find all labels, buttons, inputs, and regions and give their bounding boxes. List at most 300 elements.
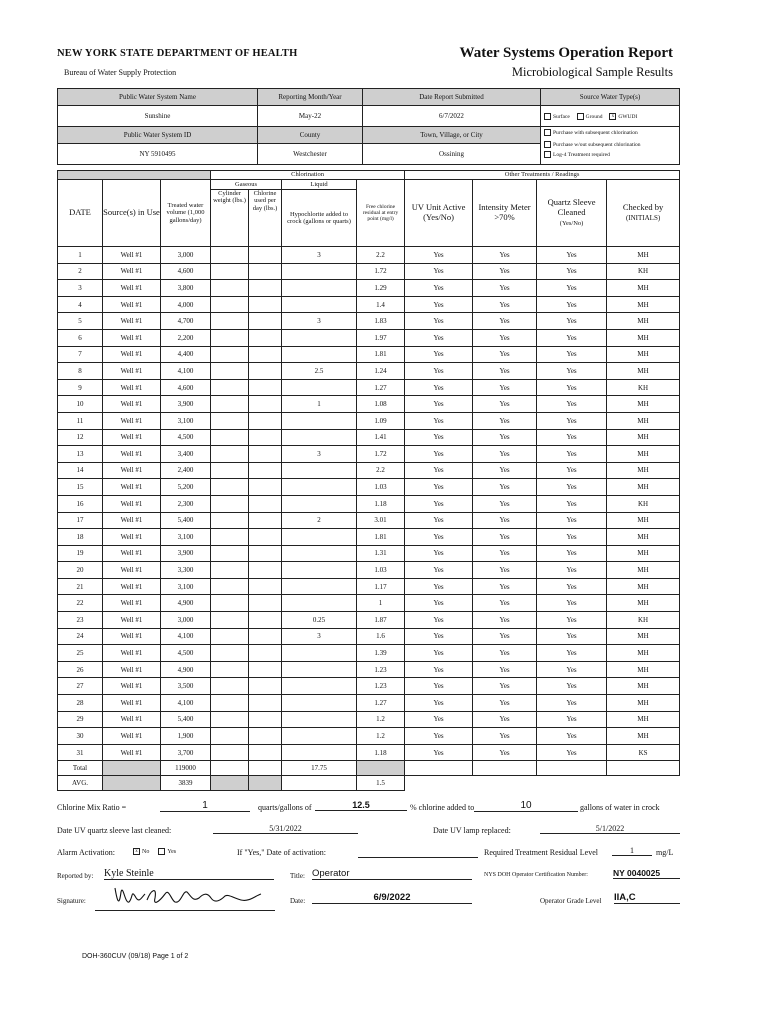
row-cylinder[interactable]	[211, 711, 249, 728]
row-cylinder[interactable]	[211, 545, 249, 562]
row-source[interactable]: Well #1	[103, 396, 161, 413]
row-uv-active[interactable]: Yes	[405, 263, 473, 280]
row-hypochlorite[interactable]	[282, 429, 357, 446]
row-source[interactable]: Well #1	[103, 595, 161, 612]
row-chlorine-used[interactable]	[249, 247, 282, 264]
row-quartz[interactable]: Yes	[537, 247, 607, 264]
row-quartz[interactable]: Yes	[537, 529, 607, 546]
row-chlorine-used[interactable]	[249, 363, 282, 380]
row-volume[interactable]: 3,400	[161, 446, 211, 463]
row-free-chlorine[interactable]: 2.2	[357, 247, 405, 264]
system-id-value[interactable]: NY 5910495	[58, 144, 258, 165]
row-checked-by[interactable]: MH	[607, 661, 680, 678]
lamp-date-field[interactable]: 5/1/2022	[540, 824, 680, 834]
row-chlorine-used[interactable]	[249, 396, 282, 413]
row-free-chlorine[interactable]: 1.18	[357, 744, 405, 761]
row-intensity[interactable]: Yes	[473, 744, 537, 761]
row-intensity[interactable]: Yes	[473, 396, 537, 413]
row-checked-by[interactable]: MH	[607, 645, 680, 662]
row-source[interactable]: Well #1	[103, 263, 161, 280]
row-uv-active[interactable]: Yes	[405, 645, 473, 662]
row-hypochlorite[interactable]	[282, 595, 357, 612]
row-hypochlorite[interactable]: 2	[282, 512, 357, 529]
row-checked-by[interactable]: MH	[607, 346, 680, 363]
row-uv-active[interactable]: Yes	[405, 728, 473, 745]
row-hypochlorite[interactable]	[282, 529, 357, 546]
row-checked-by[interactable]: MH	[607, 462, 680, 479]
row-cylinder[interactable]	[211, 412, 249, 429]
row-chlorine-used[interactable]	[249, 545, 282, 562]
date-field[interactable]: 6/9/2022	[312, 892, 472, 904]
row-checked-by[interactable]: MH	[607, 429, 680, 446]
row-free-chlorine[interactable]: 1.87	[357, 612, 405, 629]
row-volume[interactable]: 3,100	[161, 578, 211, 595]
row-quartz[interactable]: Yes	[537, 412, 607, 429]
row-volume[interactable]: 4,100	[161, 628, 211, 645]
alarm-no-checkbox[interactable]: x	[133, 848, 140, 855]
row-uv-active[interactable]: Yes	[405, 695, 473, 712]
row-free-chlorine[interactable]: 3.01	[357, 512, 405, 529]
row-chlorine-used[interactable]	[249, 645, 282, 662]
row-uv-active[interactable]: Yes	[405, 396, 473, 413]
row-hypochlorite[interactable]: 3	[282, 446, 357, 463]
row-volume[interactable]: 3,300	[161, 562, 211, 579]
row-intensity[interactable]: Yes	[473, 379, 537, 396]
row-cylinder[interactable]	[211, 495, 249, 512]
row-intensity[interactable]: Yes	[473, 446, 537, 463]
row-source[interactable]: Well #1	[103, 744, 161, 761]
row-uv-active[interactable]: Yes	[405, 379, 473, 396]
row-hypochlorite[interactable]	[282, 711, 357, 728]
row-checked-by[interactable]: MH	[607, 545, 680, 562]
row-hypochlorite[interactable]	[282, 728, 357, 745]
row-volume[interactable]: 5,200	[161, 479, 211, 496]
row-hypochlorite[interactable]	[282, 645, 357, 662]
row-free-chlorine[interactable]: 1.6	[357, 628, 405, 645]
row-free-chlorine[interactable]: 1.29	[357, 280, 405, 297]
row-source[interactable]: Well #1	[103, 329, 161, 346]
signature-field[interactable]	[95, 880, 275, 911]
row-intensity[interactable]: Yes	[473, 578, 537, 595]
row-free-chlorine[interactable]: 1.23	[357, 678, 405, 695]
row-checked-by[interactable]: KS	[607, 744, 680, 761]
row-chlorine-used[interactable]	[249, 678, 282, 695]
row-volume[interactable]: 4,900	[161, 595, 211, 612]
row-volume[interactable]: 4,100	[161, 363, 211, 380]
row-intensity[interactable]: Yes	[473, 728, 537, 745]
row-intensity[interactable]: Yes	[473, 495, 537, 512]
alarm-date-field[interactable]	[358, 846, 478, 858]
row-volume[interactable]: 2,400	[161, 462, 211, 479]
row-hypochlorite[interactable]	[282, 329, 357, 346]
row-intensity[interactable]: Yes	[473, 412, 537, 429]
row-uv-active[interactable]: Yes	[405, 296, 473, 313]
row-checked-by[interactable]: MH	[607, 479, 680, 496]
row-source[interactable]: Well #1	[103, 479, 161, 496]
row-intensity[interactable]: Yes	[473, 512, 537, 529]
row-intensity[interactable]: Yes	[473, 612, 537, 629]
row-intensity[interactable]: Yes	[473, 313, 537, 330]
row-volume[interactable]: 4,600	[161, 263, 211, 280]
row-uv-active[interactable]: Yes	[405, 329, 473, 346]
row-cylinder[interactable]	[211, 296, 249, 313]
row-chlorine-used[interactable]	[249, 263, 282, 280]
row-quartz[interactable]: Yes	[537, 645, 607, 662]
row-intensity[interactable]: Yes	[473, 462, 537, 479]
row-free-chlorine[interactable]: 2.2	[357, 462, 405, 479]
row-free-chlorine[interactable]: 1.18	[357, 495, 405, 512]
row-source[interactable]: Well #1	[103, 545, 161, 562]
row-intensity[interactable]: Yes	[473, 595, 537, 612]
row-hypochlorite[interactable]: 3	[282, 313, 357, 330]
row-chlorine-used[interactable]	[249, 296, 282, 313]
row-source[interactable]: Well #1	[103, 446, 161, 463]
row-volume[interactable]: 4,000	[161, 296, 211, 313]
row-intensity[interactable]: Yes	[473, 645, 537, 662]
row-checked-by[interactable]: MH	[607, 313, 680, 330]
row-quartz[interactable]: Yes	[537, 612, 607, 629]
row-cylinder[interactable]	[211, 595, 249, 612]
cert-field[interactable]: NY 0040025	[613, 868, 680, 879]
row-free-chlorine[interactable]: 1.81	[357, 346, 405, 363]
residual-field[interactable]: 1	[612, 846, 652, 856]
row-quartz[interactable]: Yes	[537, 728, 607, 745]
row-cylinder[interactable]	[211, 329, 249, 346]
row-checked-by[interactable]: MH	[607, 562, 680, 579]
row-quartz[interactable]: Yes	[537, 661, 607, 678]
sleeve-date-field[interactable]: 5/31/2022	[213, 824, 358, 834]
row-hypochlorite[interactable]	[282, 462, 357, 479]
row-source[interactable]: Well #1	[103, 728, 161, 745]
row-chlorine-used[interactable]	[249, 495, 282, 512]
grade-field[interactable]: IIA,C	[614, 892, 680, 904]
row-quartz[interactable]: Yes	[537, 512, 607, 529]
row-cylinder[interactable]	[211, 529, 249, 546]
row-volume[interactable]: 4,500	[161, 645, 211, 662]
row-source[interactable]: Well #1	[103, 363, 161, 380]
row-checked-by[interactable]: MH	[607, 396, 680, 413]
row-chlorine-used[interactable]	[249, 379, 282, 396]
row-source[interactable]: Well #1	[103, 280, 161, 297]
row-volume[interactable]: 4,500	[161, 429, 211, 446]
row-source[interactable]: Well #1	[103, 612, 161, 629]
row-quartz[interactable]: Yes	[537, 479, 607, 496]
mix-gallons-field[interactable]: 10	[474, 800, 578, 812]
row-uv-active[interactable]: Yes	[405, 363, 473, 380]
row-volume[interactable]: 2,200	[161, 329, 211, 346]
row-chlorine-used[interactable]	[249, 711, 282, 728]
row-checked-by[interactable]: MH	[607, 296, 680, 313]
row-cylinder[interactable]	[211, 247, 249, 264]
row-hypochlorite[interactable]	[282, 379, 357, 396]
row-source[interactable]: Well #1	[103, 645, 161, 662]
row-free-chlorine[interactable]: 1.23	[357, 661, 405, 678]
row-chlorine-used[interactable]	[249, 280, 282, 297]
row-free-chlorine[interactable]: 1	[357, 595, 405, 612]
row-chlorine-used[interactable]	[249, 446, 282, 463]
row-intensity[interactable]: Yes	[473, 711, 537, 728]
row-hypochlorite[interactable]	[282, 695, 357, 712]
row-free-chlorine[interactable]: 1.2	[357, 728, 405, 745]
row-cylinder[interactable]	[211, 446, 249, 463]
row-free-chlorine[interactable]: 1.39	[357, 645, 405, 662]
row-chlorine-used[interactable]	[249, 429, 282, 446]
row-hypochlorite[interactable]	[282, 346, 357, 363]
row-hypochlorite[interactable]: 3	[282, 628, 357, 645]
row-checked-by[interactable]: KH	[607, 379, 680, 396]
row-uv-active[interactable]: Yes	[405, 711, 473, 728]
row-source[interactable]: Well #1	[103, 512, 161, 529]
reported-by-field[interactable]: Kyle Steinle	[104, 868, 274, 880]
row-quartz[interactable]: Yes	[537, 313, 607, 330]
mix-qty-field[interactable]: 1	[160, 800, 250, 812]
row-checked-by[interactable]: MH	[607, 578, 680, 595]
row-cylinder[interactable]	[211, 562, 249, 579]
row-source[interactable]: Well #1	[103, 379, 161, 396]
row-uv-active[interactable]: Yes	[405, 678, 473, 695]
row-intensity[interactable]: Yes	[473, 429, 537, 446]
row-cylinder[interactable]	[211, 645, 249, 662]
row-volume[interactable]: 3,100	[161, 412, 211, 429]
row-cylinder[interactable]	[211, 429, 249, 446]
row-hypochlorite[interactable]	[282, 280, 357, 297]
row-volume[interactable]: 4,100	[161, 695, 211, 712]
row-uv-active[interactable]: Yes	[405, 462, 473, 479]
row-intensity[interactable]: Yes	[473, 247, 537, 264]
row-intensity[interactable]: Yes	[473, 529, 537, 546]
row-free-chlorine[interactable]: 1.27	[357, 379, 405, 396]
row-hypochlorite[interactable]	[282, 678, 357, 695]
row-uv-active[interactable]: Yes	[405, 529, 473, 546]
row-quartz[interactable]: Yes	[537, 346, 607, 363]
title-field[interactable]: Operator	[312, 868, 472, 880]
row-hypochlorite[interactable]	[282, 495, 357, 512]
row-quartz[interactable]: Yes	[537, 695, 607, 712]
row-quartz[interactable]: Yes	[537, 396, 607, 413]
row-chlorine-used[interactable]	[249, 578, 282, 595]
row-intensity[interactable]: Yes	[473, 280, 537, 297]
row-hypochlorite[interactable]	[282, 296, 357, 313]
row-uv-active[interactable]: Yes	[405, 280, 473, 297]
row-checked-by[interactable]: KH	[607, 495, 680, 512]
row-cylinder[interactable]	[211, 396, 249, 413]
row-checked-by[interactable]: MH	[607, 695, 680, 712]
row-cylinder[interactable]	[211, 512, 249, 529]
row-cylinder[interactable]	[211, 678, 249, 695]
row-intensity[interactable]: Yes	[473, 346, 537, 363]
row-uv-active[interactable]: Yes	[405, 562, 473, 579]
row-volume[interactable]: 5,400	[161, 711, 211, 728]
row-hypochlorite[interactable]	[282, 562, 357, 579]
row-quartz[interactable]: Yes	[537, 545, 607, 562]
row-quartz[interactable]: Yes	[537, 462, 607, 479]
row-chlorine-used[interactable]	[249, 346, 282, 363]
row-source[interactable]: Well #1	[103, 678, 161, 695]
row-cylinder[interactable]	[211, 462, 249, 479]
row-uv-active[interactable]: Yes	[405, 595, 473, 612]
row-uv-active[interactable]: Yes	[405, 446, 473, 463]
row-quartz[interactable]: Yes	[537, 280, 607, 297]
row-hypochlorite[interactable]: 2.5	[282, 363, 357, 380]
row-source[interactable]: Well #1	[103, 296, 161, 313]
purchase-without-checkbox[interactable]	[544, 141, 551, 148]
row-cylinder[interactable]	[211, 661, 249, 678]
row-hypochlorite[interactable]	[282, 744, 357, 761]
row-free-chlorine[interactable]: 1.72	[357, 446, 405, 463]
row-cylinder[interactable]	[211, 695, 249, 712]
row-chlorine-used[interactable]	[249, 313, 282, 330]
row-chlorine-used[interactable]	[249, 512, 282, 529]
row-quartz[interactable]: Yes	[537, 429, 607, 446]
row-intensity[interactable]: Yes	[473, 628, 537, 645]
row-intensity[interactable]: Yes	[473, 329, 537, 346]
row-intensity[interactable]: Yes	[473, 479, 537, 496]
row-source[interactable]: Well #1	[103, 412, 161, 429]
row-checked-by[interactable]: MH	[607, 728, 680, 745]
row-checked-by[interactable]: MH	[607, 628, 680, 645]
row-free-chlorine[interactable]: 1.83	[357, 313, 405, 330]
row-free-chlorine[interactable]: 1.09	[357, 412, 405, 429]
row-quartz[interactable]: Yes	[537, 711, 607, 728]
row-volume[interactable]: 2,300	[161, 495, 211, 512]
row-checked-by[interactable]: KH	[607, 263, 680, 280]
reporting-month-value[interactable]: May-22	[258, 106, 363, 127]
county-value[interactable]: Westchester	[258, 144, 363, 165]
alarm-yes-checkbox[interactable]	[158, 848, 165, 855]
row-volume[interactable]: 3,900	[161, 396, 211, 413]
row-volume[interactable]: 3,000	[161, 612, 211, 629]
row-cylinder[interactable]	[211, 363, 249, 380]
row-checked-by[interactable]: MH	[607, 247, 680, 264]
row-quartz[interactable]: Yes	[537, 562, 607, 579]
row-chlorine-used[interactable]	[249, 695, 282, 712]
row-quartz[interactable]: Yes	[537, 595, 607, 612]
row-chlorine-used[interactable]	[249, 462, 282, 479]
row-cylinder[interactable]	[211, 479, 249, 496]
row-free-chlorine[interactable]: 1.27	[357, 695, 405, 712]
row-chlorine-used[interactable]	[249, 612, 282, 629]
row-cylinder[interactable]	[211, 578, 249, 595]
row-source[interactable]: Well #1	[103, 628, 161, 645]
row-quartz[interactable]: Yes	[537, 329, 607, 346]
row-hypochlorite[interactable]: 0.25	[282, 612, 357, 629]
row-free-chlorine[interactable]: 1.41	[357, 429, 405, 446]
row-checked-by[interactable]: MH	[607, 329, 680, 346]
row-volume[interactable]: 3,900	[161, 545, 211, 562]
row-uv-active[interactable]: Yes	[405, 495, 473, 512]
row-free-chlorine[interactable]: 1.31	[357, 545, 405, 562]
row-chlorine-used[interactable]	[249, 562, 282, 579]
row-quartz[interactable]: Yes	[537, 744, 607, 761]
row-chlorine-used[interactable]	[249, 412, 282, 429]
row-uv-active[interactable]: Yes	[405, 313, 473, 330]
row-cylinder[interactable]	[211, 346, 249, 363]
row-uv-active[interactable]: Yes	[405, 628, 473, 645]
row-source[interactable]: Well #1	[103, 695, 161, 712]
row-source[interactable]: Well #1	[103, 462, 161, 479]
row-uv-active[interactable]: Yes	[405, 612, 473, 629]
row-volume[interactable]: 4,700	[161, 313, 211, 330]
row-free-chlorine[interactable]: 1.03	[357, 479, 405, 496]
row-source[interactable]: Well #1	[103, 661, 161, 678]
row-hypochlorite[interactable]: 1	[282, 396, 357, 413]
row-chlorine-used[interactable]	[249, 744, 282, 761]
row-chlorine-used[interactable]	[249, 728, 282, 745]
row-uv-active[interactable]: Yes	[405, 744, 473, 761]
row-cylinder[interactable]	[211, 728, 249, 745]
row-quartz[interactable]: Yes	[537, 678, 607, 695]
row-intensity[interactable]: Yes	[473, 562, 537, 579]
row-cylinder[interactable]	[211, 628, 249, 645]
ground-checkbox[interactable]	[577, 113, 584, 120]
row-hypochlorite[interactable]	[282, 545, 357, 562]
row-checked-by[interactable]: KH	[607, 612, 680, 629]
row-volume[interactable]: 3,800	[161, 280, 211, 297]
row-cylinder[interactable]	[211, 280, 249, 297]
row-quartz[interactable]: Yes	[537, 578, 607, 595]
row-free-chlorine[interactable]: 1.17	[357, 578, 405, 595]
row-volume[interactable]: 3,100	[161, 529, 211, 546]
row-source[interactable]: Well #1	[103, 578, 161, 595]
row-source[interactable]: Well #1	[103, 429, 161, 446]
row-volume[interactable]: 4,900	[161, 661, 211, 678]
row-volume[interactable]: 1,900	[161, 728, 211, 745]
row-uv-active[interactable]: Yes	[405, 429, 473, 446]
row-checked-by[interactable]: MH	[607, 280, 680, 297]
row-chlorine-used[interactable]	[249, 628, 282, 645]
row-cylinder[interactable]	[211, 744, 249, 761]
row-uv-active[interactable]: Yes	[405, 512, 473, 529]
row-volume[interactable]: 4,400	[161, 346, 211, 363]
row-source[interactable]: Well #1	[103, 529, 161, 546]
row-cylinder[interactable]	[211, 612, 249, 629]
row-source[interactable]: Well #1	[103, 711, 161, 728]
row-quartz[interactable]: Yes	[537, 628, 607, 645]
row-intensity[interactable]: Yes	[473, 296, 537, 313]
row-source[interactable]: Well #1	[103, 346, 161, 363]
row-intensity[interactable]: Yes	[473, 695, 537, 712]
row-chlorine-used[interactable]	[249, 529, 282, 546]
row-quartz[interactable]: Yes	[537, 446, 607, 463]
mix-percent-field[interactable]: 12.5	[315, 800, 407, 811]
row-free-chlorine[interactable]: 1.08	[357, 396, 405, 413]
row-intensity[interactable]: Yes	[473, 263, 537, 280]
row-uv-active[interactable]: Yes	[405, 412, 473, 429]
row-quartz[interactable]: Yes	[537, 379, 607, 396]
date-submitted-value[interactable]: 6/7/2022	[363, 106, 541, 127]
row-uv-active[interactable]: Yes	[405, 545, 473, 562]
row-quartz[interactable]: Yes	[537, 296, 607, 313]
row-cylinder[interactable]	[211, 313, 249, 330]
row-cylinder[interactable]	[211, 379, 249, 396]
row-free-chlorine[interactable]: 1.72	[357, 263, 405, 280]
row-intensity[interactable]: Yes	[473, 363, 537, 380]
row-hypochlorite[interactable]	[282, 479, 357, 496]
row-free-chlorine[interactable]: 1.2	[357, 711, 405, 728]
row-volume[interactable]: 4,600	[161, 379, 211, 396]
row-intensity[interactable]: Yes	[473, 678, 537, 695]
system-name-value[interactable]: Sunshine	[58, 106, 258, 127]
row-checked-by[interactable]: MH	[607, 595, 680, 612]
row-quartz[interactable]: Yes	[537, 263, 607, 280]
row-checked-by[interactable]: MH	[607, 412, 680, 429]
row-uv-active[interactable]: Yes	[405, 578, 473, 595]
row-checked-by[interactable]: MH	[607, 711, 680, 728]
gwudi-checkbox[interactable]: x	[609, 113, 616, 120]
log4-checkbox[interactable]	[544, 151, 551, 158]
row-free-chlorine[interactable]: 1.81	[357, 529, 405, 546]
row-cylinder[interactable]	[211, 263, 249, 280]
